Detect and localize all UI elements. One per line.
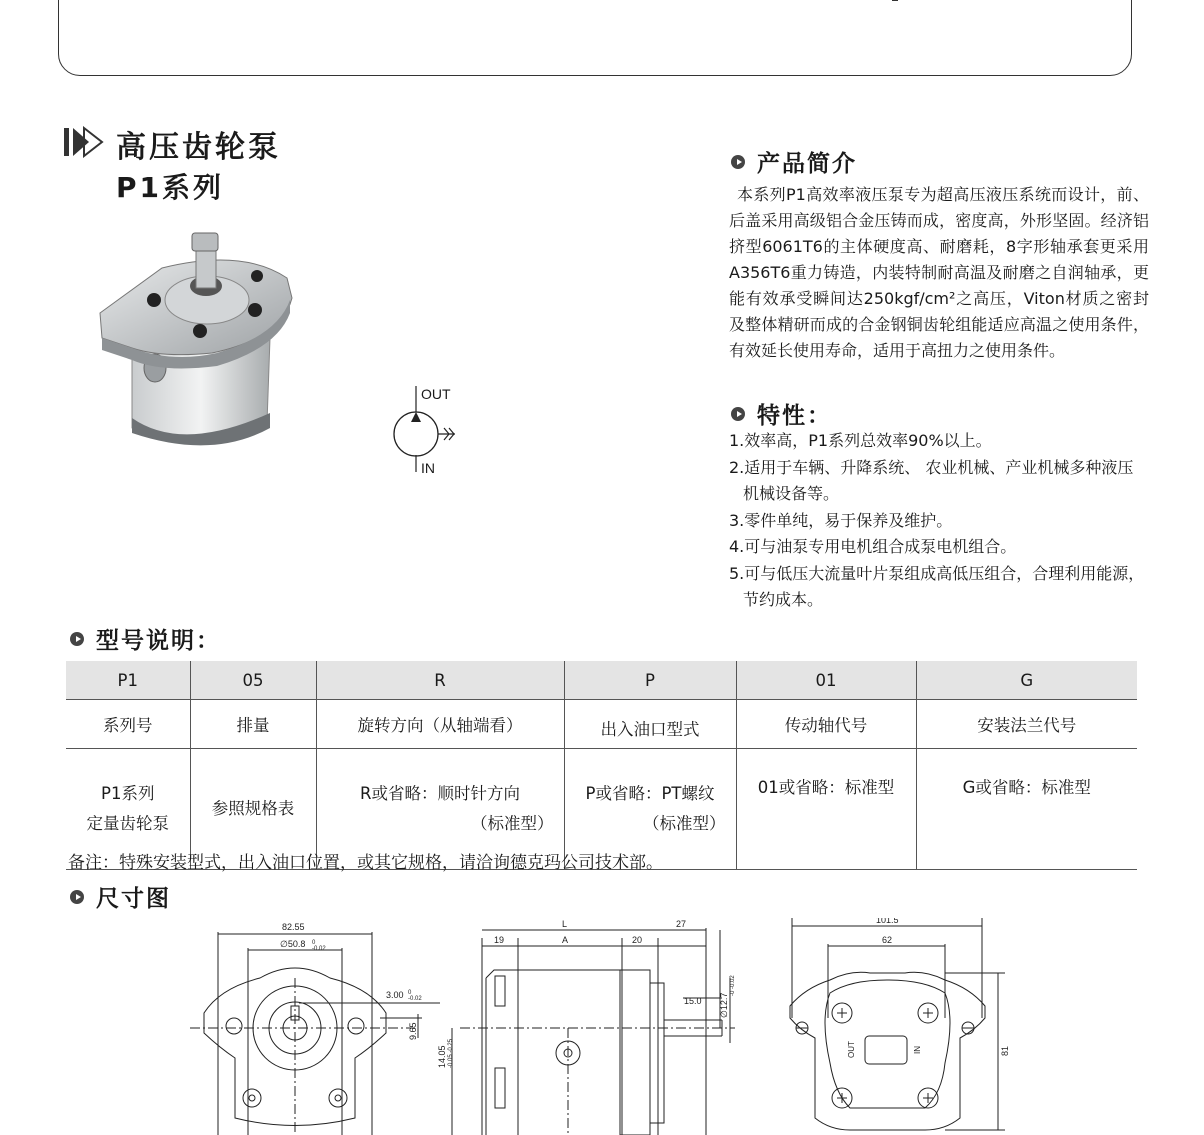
model-code-table	[66, 661, 1137, 870]
dim-front-key: 3.00	[386, 990, 404, 1000]
code-cell: P	[564, 661, 736, 700]
dim-side-right: 20	[632, 935, 643, 945]
value-cell-shaft: 01或省略：标准型	[736, 749, 916, 870]
double-arrow-icon	[64, 126, 104, 158]
bullet-icon	[70, 632, 84, 646]
value-cell-displacement: 参照规格表	[190, 749, 316, 870]
pump-photo	[92, 228, 302, 460]
features-list	[729, 428, 1149, 614]
code-cell: P1	[66, 661, 190, 700]
frame-mark	[892, 0, 898, 1]
bullet-icon	[70, 890, 84, 904]
intro-text: 本系列P1高效率液压泵专为超高压液压系统而设计，前、后盖采用高级铝合金压铸而成，密度高，外形坚固。经济铝挤型6061T6的主体硬度高、耐磨耗，8字形轴承套更采用A356T6重力铸造，内装特制耐高温及耐磨之自润轴承，更能有效承受瞬间达250kgf/cm²之高压，Viton材质之密封及整体精研而成的合金钢铜齿轮组能适应高温之使用条件，有效延长使用寿命，适用于高扭力之使用条件。	[729, 185, 1149, 360]
dim-side-A: A	[562, 935, 569, 945]
dimension-drawings	[190, 918, 1020, 1135]
name-cell: 排量	[190, 700, 316, 749]
dim-front-height-tol: -0.05 -0.25	[448, 1038, 454, 1068]
features-heading: 特性：	[731, 397, 832, 430]
rear-out-label: OUT	[847, 1041, 856, 1058]
code-cell: 01	[736, 661, 916, 700]
dim-side-L: L	[562, 919, 568, 929]
feature-item: 4.可与油泵专用电机组合成泵电机组合。	[729, 537, 1017, 556]
code-cell: G	[916, 661, 1137, 700]
dim-side-left: 19	[494, 935, 505, 945]
table-row	[66, 661, 1137, 700]
dim-rear-height: 81	[1000, 1045, 1010, 1056]
bullet-icon	[731, 155, 745, 169]
rear-view	[790, 918, 1005, 1130]
rear-in-label: IN	[913, 1046, 922, 1054]
dim-front-width: 82.55	[282, 922, 305, 932]
intro-heading: 产品简介	[731, 145, 857, 178]
symbol-in-label: IN	[421, 460, 435, 476]
dim-side-shaft: 27	[676, 919, 687, 929]
dim-rear-width: 101.5	[876, 918, 899, 925]
code-cell: 05	[190, 661, 316, 700]
side-view	[460, 928, 735, 1135]
code-cell: R	[316, 661, 564, 700]
name-cell: 旋转方向（从轴端看）	[316, 700, 564, 749]
value-cell-series: P1系列 定量齿轮泵	[66, 749, 190, 870]
value-cell-port: P或省略：PT螺纹 （标准型）	[564, 749, 736, 870]
feature-item: 2.适用于车辆、升降系统、 农业机械、产业机械多种液压机械设备等。	[729, 457, 1134, 503]
value-cell-flange: G或省略：标准型	[916, 749, 1137, 870]
title-line2: P1系列	[116, 171, 225, 204]
value-cell-rotation: R或省略：顺时针方向 （标准型）	[316, 749, 564, 870]
top-frame	[58, 0, 1132, 76]
name-cell: 传动轴代号	[736, 700, 916, 749]
dim-front-pilot-tol-upper: 0	[312, 940, 316, 946]
dim-side-shaft-dia-tol: -0 -0.02	[730, 975, 736, 996]
dim-rear-holes: 62	[882, 935, 893, 945]
dim-front-key-tol-lower: -0.02	[408, 996, 422, 1002]
dim-front-pilot-tol-lower: -0.02	[312, 946, 326, 952]
model-heading: 型号说明：	[70, 622, 221, 655]
dim-front-center: 9.65	[408, 1022, 418, 1040]
table-row	[66, 700, 1137, 749]
remark-note: 备注：特殊安装型式，出入油口位置，或其它规格，请洽询德克玛公司技术部。	[68, 853, 663, 873]
dim-front-pilot: ∅50.8	[280, 939, 306, 949]
feature-item: 1.效率高，P1系列总效率90%以上。	[729, 431, 992, 450]
feature-item: 3.零件单纯，易于保养及维护。	[729, 510, 953, 530]
dimension-heading: 尺寸图	[70, 880, 171, 913]
feature-item: 5.可与低压大流量叶片泵组成高低压组合，合理利用能源，节约成本。	[729, 563, 1145, 609]
symbol-out-label: OUT	[421, 386, 451, 402]
name-cell: 安装法兰代号	[916, 700, 1137, 749]
bullet-icon	[731, 407, 745, 421]
dim-front-height: 14.05	[437, 1045, 447, 1068]
dim-side-shaft-len: 15.0	[684, 996, 702, 1006]
dim-front-key-tol-upper: 0	[408, 990, 412, 996]
name-cell: 系列号	[66, 700, 190, 749]
name-cell: 出入油口型式	[564, 700, 736, 749]
dim-side-shaft-dia: ∅12.7	[719, 992, 729, 1018]
title-line1: 高压齿轮泵	[116, 130, 281, 165]
